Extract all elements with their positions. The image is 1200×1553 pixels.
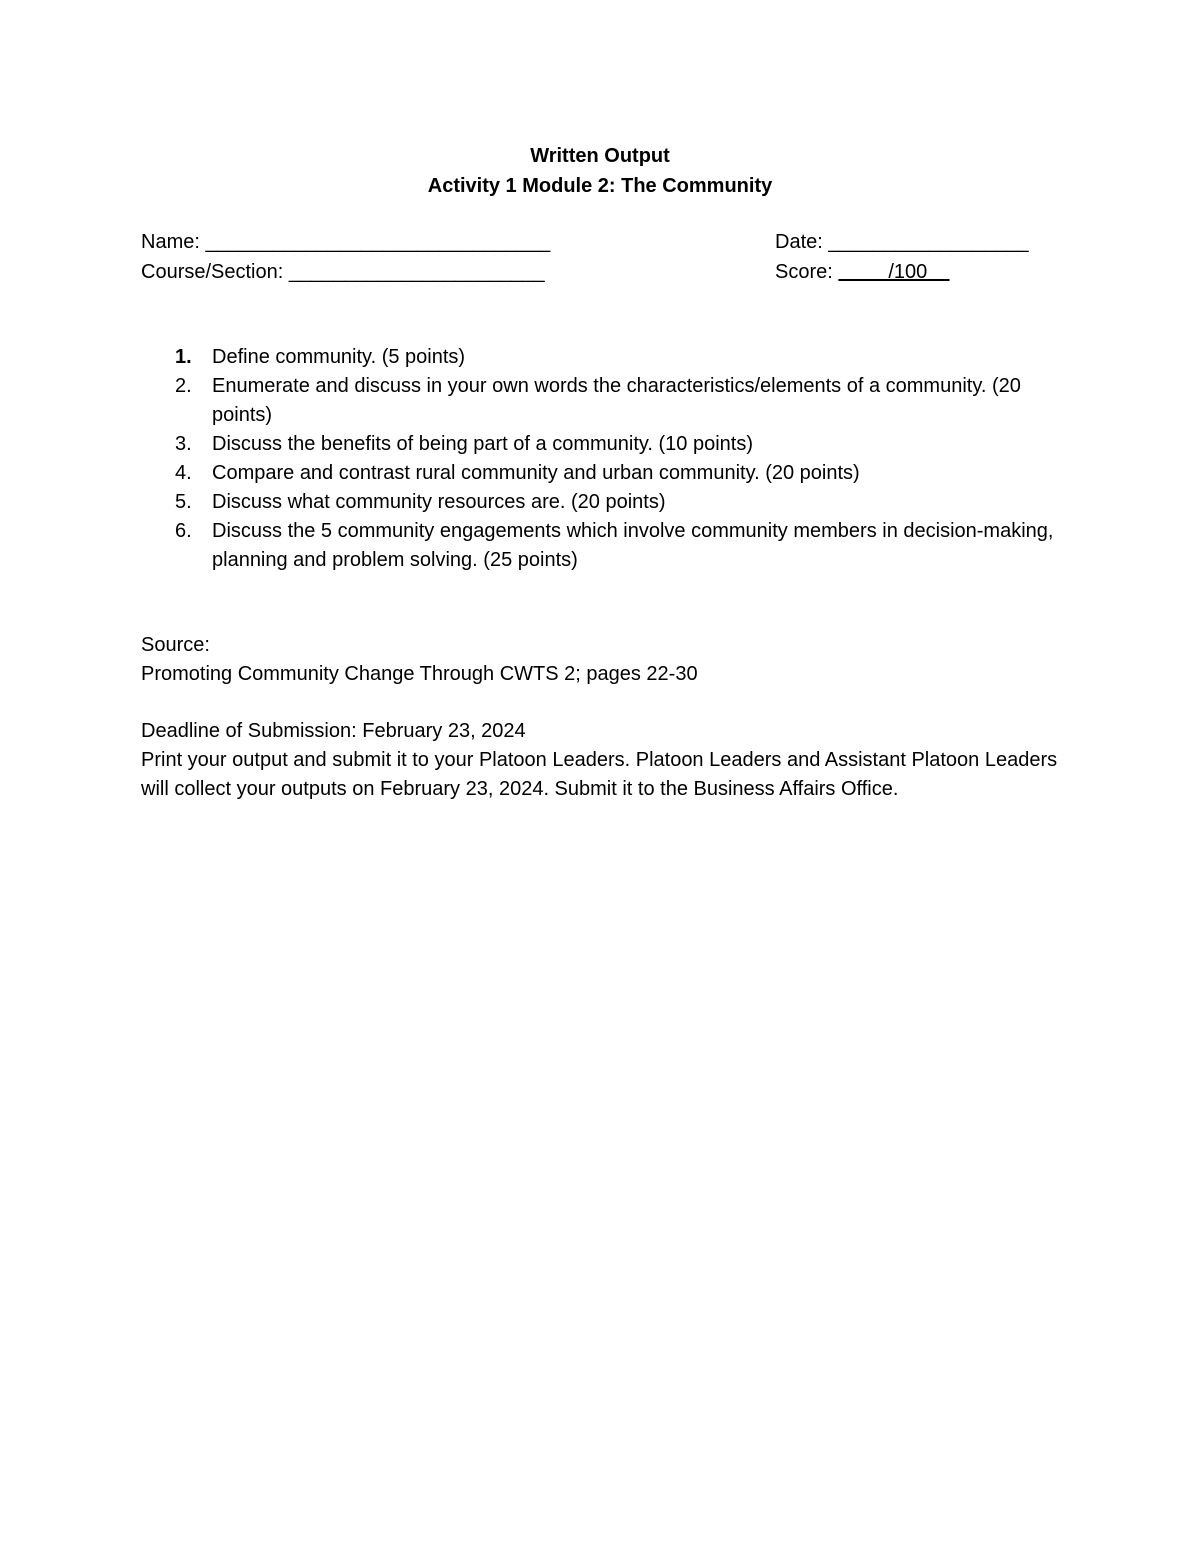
document-subtitle: Activity 1 Module 2: The Community: [427, 175, 773, 197]
list-item: [141, 343, 1061, 372]
list-item: [141, 488, 1061, 517]
question-number: 3.: [175, 433, 192, 455]
question-list: [141, 343, 1061, 575]
list-item: [141, 372, 1061, 430]
list-item: [141, 517, 1061, 575]
question-number: 5.: [175, 491, 192, 513]
list-item: [141, 430, 1061, 459]
info-row-name-date: [141, 227, 1041, 257]
question-number: 6.: [175, 520, 192, 542]
source-label: Source:: [141, 634, 210, 656]
question-text: Define community. (5 points): [212, 346, 466, 368]
course-section-field: Course/Section: _______________________: [141, 261, 545, 283]
score-field: [775, 257, 950, 287]
list-item: [141, 459, 1061, 488]
score-label: Score:: [775, 261, 839, 283]
score-value: /100: [838, 261, 950, 283]
deadline-text: Deadline of Submission: February 23, 2024: [141, 720, 526, 742]
question-text: Discuss what community resources are. (20 points): [212, 491, 666, 513]
question-text: Enumerate and discuss in your own words the characteristics/elements of a community. (20 points): [212, 375, 1021, 426]
source-text: Promoting Community Change Through CWTS 2; pages 22-30: [141, 663, 698, 685]
question-text: Compare and contrast rural community and urban community. (20 points): [212, 462, 860, 484]
question-number: 2.: [175, 375, 192, 397]
question-number: 1.: [175, 346, 192, 368]
name-field: Name: _______________________________: [141, 231, 551, 253]
submission-instructions: Print your output and submit it to your Platoon Leaders. Platoon Leaders and Assistant Platoon Leaders will collect your outputs on February 23, 2024. Submit it to the Business Affairs Office.: [141, 749, 1058, 800]
title-block: [0, 141, 1200, 201]
question-text: Discuss the 5 community engagements which involve community members in decision-making, planning and problem solving. (25 points): [212, 520, 1054, 571]
question-number: 4.: [175, 462, 192, 484]
date-field: Date: __________________: [775, 231, 1029, 253]
info-row-course-score: [141, 257, 1041, 287]
document-title: Written Output: [530, 145, 670, 167]
question-text: Discuss the benefits of being part of a community. (10 points): [212, 433, 754, 455]
